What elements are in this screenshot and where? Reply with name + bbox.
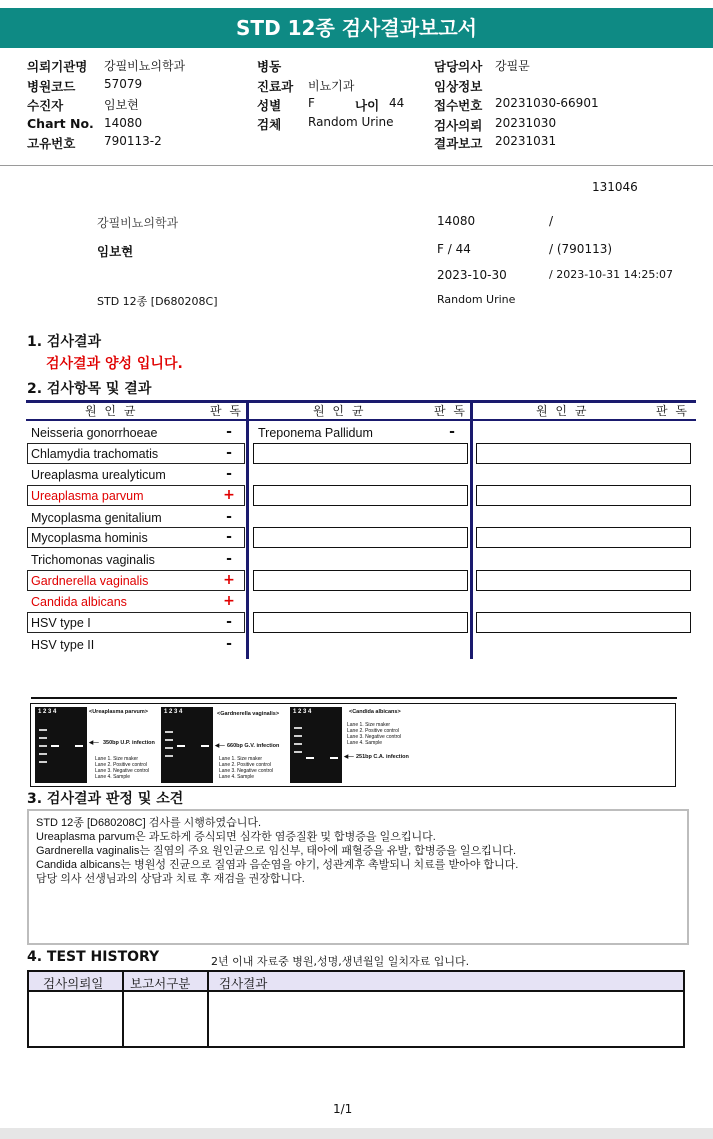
request-date: 20231030 [495, 116, 557, 130]
requesting-institution: 강필비뇨의학과 [104, 59, 186, 73]
lane-legend: Lane 2. Positive control [219, 762, 271, 768]
header-label: 병동 [257, 59, 282, 74]
organism-name: Neisseria gonorrhoeae [31, 426, 158, 440]
lane-legend: Lane 1. Size maker [219, 756, 263, 762]
gel-image-strip [30, 703, 676, 787]
gel-band [294, 735, 302, 737]
empty-result-box [476, 570, 691, 591]
result-mark: - [226, 636, 232, 652]
result-mark: - [449, 424, 455, 440]
header-label: 담당의사 [434, 59, 483, 74]
chart-number: 14080 [104, 116, 143, 130]
organism-name: HSV type I [31, 616, 91, 630]
empty-result-box [253, 527, 468, 548]
gel-band [39, 761, 47, 763]
gel-band [165, 739, 173, 741]
gel-panel-title: <Ureaplasma parvum> [89, 709, 149, 715]
result-mark: - [226, 466, 232, 482]
history-column-report-type: 보고서구분 [130, 977, 191, 991]
history-table-header [29, 972, 683, 992]
department: 비뇨기과 [308, 79, 355, 93]
summary-code: 131046 [592, 180, 638, 194]
section2-heading: 2. 검사항목 및 결과 [27, 381, 152, 397]
gel-band [306, 757, 314, 759]
empty-result-box [476, 443, 691, 464]
empty-result-box [253, 570, 468, 591]
lane-legend: Lane 2. Positive control [95, 762, 147, 768]
results-table-header-rule [26, 419, 696, 421]
organism-name: Ureaplasma parvum [31, 489, 144, 503]
header-label: Chart No. [27, 116, 94, 131]
age: 44 [389, 96, 405, 110]
gel-panel-title: <Gardnerella vaginalis> [217, 711, 280, 717]
summary-test-name: STD 12종 [D680208C] [97, 295, 218, 308]
column-header-organism: 원 인 균 [85, 404, 138, 418]
empty-result-box [253, 612, 468, 633]
organism-name: Chlamydia trachomatis [31, 447, 159, 461]
result-mark: - [226, 551, 232, 567]
organism-name: Trichomonas vaginalis [31, 553, 155, 567]
summary-specimen: Random Urine [437, 293, 516, 306]
gel-band [294, 743, 302, 745]
organism-name: Ureaplasma urealyticum [31, 468, 166, 482]
gel-image [290, 707, 342, 783]
empty-result-box [476, 527, 691, 548]
header-label: 성별 [257, 98, 282, 113]
lane-legend: Lane 1. Size maker [347, 722, 391, 728]
history-note: 2년 이내 자료중 병원,성명,생년월일 일치자료 입니다. [211, 955, 470, 968]
header-label: 임상정보 [434, 79, 483, 94]
empty-result-box [476, 612, 691, 633]
header-label: 진료과 [257, 79, 294, 94]
gel-band [39, 737, 47, 739]
column-divider [246, 400, 249, 659]
gel-band [39, 745, 47, 747]
remarks-box [27, 809, 689, 945]
column-header-result: 판 독 [434, 404, 467, 418]
lane-numbers: 1 2 3 4 [38, 709, 57, 715]
gel-band [165, 747, 173, 749]
unique-number: 790113-2 [104, 134, 162, 148]
section3-heading: 3. 검사결과 판정 및 소견 [27, 791, 184, 807]
result-mark: - [226, 509, 232, 525]
gel-band [177, 745, 185, 747]
gel-band [39, 729, 47, 731]
gel-panel-title: <Candida albicans> [349, 709, 401, 715]
patient-name: 임보현 [104, 98, 139, 112]
result-mark: + [223, 487, 235, 503]
organism-name: Gardnerella vaginalis [31, 574, 149, 588]
gel-arrow: ◀— [89, 740, 99, 746]
lane-numbers: 1 2 3 4 [293, 709, 312, 715]
header-label: 고유번호 [27, 136, 76, 151]
remark-line: Ureaplasma parvum은 과도하게 증식되면 심각한 염증질환 및 합병증을 일으킵니다. [36, 831, 436, 843]
organism-name: Mycoplasma hominis [31, 531, 148, 545]
doctor-name: 강필문 [495, 59, 530, 73]
remark-line: STD 12종 [D680208C] 검사를 시행하였습니다. [36, 817, 262, 829]
gel-band [39, 753, 47, 755]
sex: F [308, 96, 315, 110]
page-number: 1/1 [333, 1102, 353, 1116]
result-mark: + [223, 593, 235, 609]
column-header-organism: 원 인 균 [536, 404, 589, 418]
result-mark: - [226, 445, 232, 461]
lane-legend: Lane 2. Positive control [347, 728, 399, 734]
section4-heading: 4. TEST HISTORY [27, 949, 160, 965]
gel-band [51, 745, 59, 747]
lane-legend: Lane 3. Negative control [347, 734, 402, 740]
test-history-table [27, 970, 685, 1048]
history-column-divider [207, 972, 209, 1046]
page-footer-bar [0, 1128, 713, 1139]
section1-heading: 1. 검사결과 [27, 334, 102, 350]
remark-line: Candida albicans는 병원성 진균으로 질염과 음순염을 야기, 성관계후 촉발되니 치료를 받아야 합니다. [36, 859, 519, 871]
summary-name: 임보현 [97, 244, 134, 259]
summary-dob: / (790113) [549, 242, 613, 256]
lane-legend: Lane 4. Sample [95, 774, 131, 780]
result-mark: + [223, 572, 235, 588]
gel-band [165, 731, 173, 733]
lane-legend: Lane 4. Sample [347, 740, 383, 746]
header-divider [0, 165, 713, 166]
organism-name: Candida albicans [31, 595, 127, 609]
column-header-result: 판 독 [656, 404, 689, 418]
lane-legend: Lane 1. Size maker [95, 756, 139, 762]
empty-result-box [253, 443, 468, 464]
lane-legend: Lane 3. Negative control [95, 768, 150, 774]
summary-sex-age: F / 44 [437, 242, 471, 256]
gel-band [294, 751, 302, 753]
header-label: 의뢰기관명 [27, 59, 88, 74]
header-label: 병원코드 [27, 79, 76, 94]
gel-arrow: ◀— [215, 743, 225, 749]
report-date: 20231031 [495, 134, 557, 148]
result-mark: - [226, 529, 232, 545]
summary-separator: / [549, 214, 554, 228]
header-label: 검체 [257, 117, 282, 132]
remark-line: Gardnerella vaginalis는 질염의 주요 원인균으로 임신부, 태아에 패혈증을 유발, 합병증을 일으킵니다. [36, 845, 517, 857]
lane-numbers: 1 2 3 4 [164, 709, 183, 715]
gel-band-label: 660bp G.V. infection [227, 743, 280, 749]
organism-name: Treponema Pallidum [258, 426, 373, 440]
gel-band [165, 755, 173, 757]
empty-result-box [253, 485, 468, 506]
remark-line: 담당 의사 선생님과의 상담과 치료 후 재검을 권장합니다. [36, 873, 305, 885]
column-divider [470, 400, 473, 659]
header-label: 나이 [355, 98, 380, 113]
lane-legend: Lane 3. Negative control [219, 768, 274, 774]
column-header-result: 판 독 [210, 404, 243, 418]
empty-result-box [476, 485, 691, 506]
result-mark: - [226, 424, 232, 440]
history-column-divider [122, 972, 124, 1046]
lane-legend: Lane 4. Sample [219, 774, 255, 780]
gel-band-label: 251bp C.A. infection [356, 754, 409, 760]
organism-name: HSV type II [31, 638, 95, 652]
summary-received-date: 2023-10-30 [437, 268, 507, 282]
summary-chart-no: 14080 [437, 214, 476, 228]
gel-arrow: ◀— [344, 754, 354, 760]
gel-image [161, 707, 213, 783]
hospital-code: 57079 [104, 77, 143, 91]
header-label: 접수번호 [434, 98, 483, 113]
summary-hospital: 강필비뇨의학과 [97, 216, 179, 230]
history-column-result: 검사결과 [219, 977, 268, 991]
gel-band [330, 757, 338, 759]
gel-top-rule [31, 697, 677, 699]
gel-band [75, 745, 83, 747]
summary-report-time: / 2023-10-31 14:25:07 [549, 268, 674, 281]
gel-band-label: 350bp U.P. infection [103, 740, 155, 746]
result-mark: - [226, 614, 232, 630]
overall-result: 검사결과 양성 입니다. [46, 356, 183, 372]
history-column-request-date: 검사의뢰일 [43, 977, 104, 991]
header-label: 결과보고 [434, 136, 483, 151]
specimen: Random Urine [308, 115, 394, 129]
header-label: 수진자 [27, 98, 64, 113]
header-label: 검사의뢰 [434, 118, 483, 133]
gel-band [294, 727, 302, 729]
organism-name: Mycoplasma genitalium [31, 511, 162, 525]
gel-band [201, 745, 209, 747]
report-title: STD 12종 검사결과보고서 [0, 8, 713, 48]
receipt-number: 20231030-66901 [495, 96, 599, 110]
gel-image [35, 707, 87, 783]
column-header-organism: 원 인 균 [313, 404, 366, 418]
